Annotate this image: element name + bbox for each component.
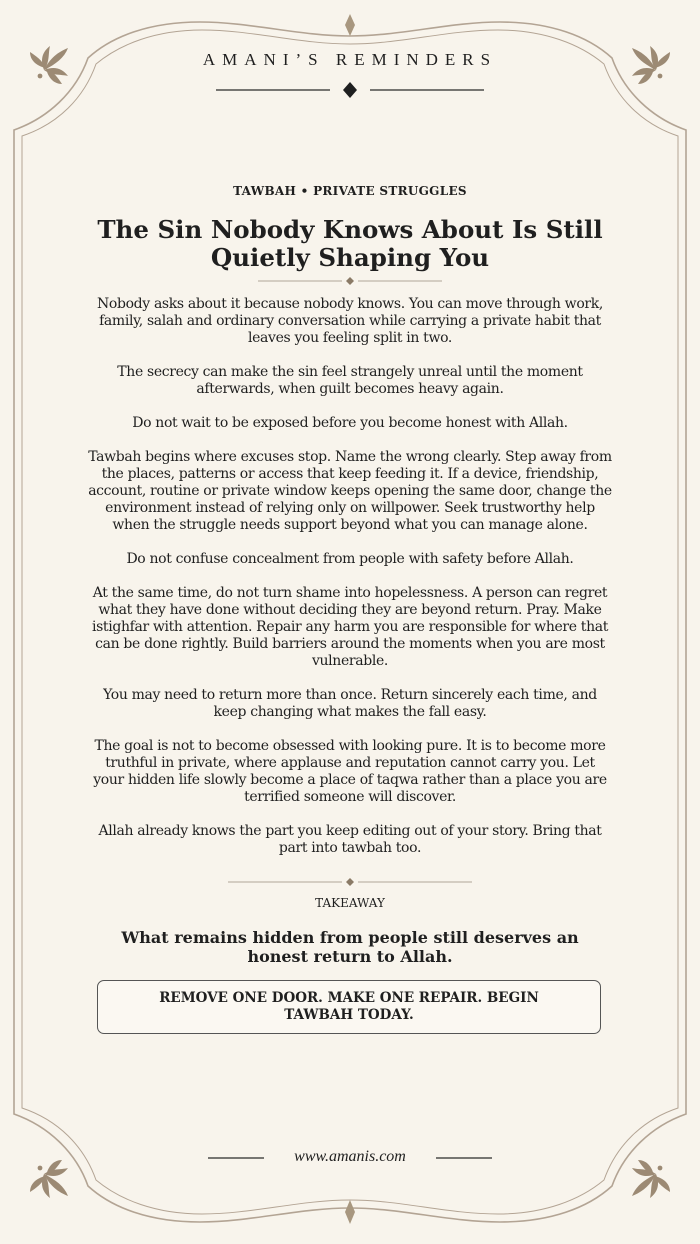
body-paragraph: Tawbah begins where excuses stop. Name the wrong clearly. Step away from the places, patterns or access that keep feeding it. If a device, friendship, account, routine or private window keeps opening the same door, change the environment instead of relying only on willpower. Seek trustworthy help when the struggle needs support beyond what you can manage alone. (88, 449, 612, 533)
takeaway-label: TAKEAWAY (315, 896, 385, 910)
article-title: The Sin Nobody Knows About Is Still Quietly Shaping You (97, 215, 603, 272)
diamond-ornament-icon (346, 277, 354, 285)
diamond-ornament-icon (345, 1200, 355, 1224)
cta-text: REMOVE ONE DOOR. MAKE ONE REPAIR. BEGIN TAWBAH TODAY. (159, 990, 539, 1023)
body-paragraph: The goal is not to become obsessed with looking pure. It is to become more truthful in private, where applause and reputation cannot carry you. Let your hidden life slowly become a place of taqwa rather than a place you are terrified someone will discover. (93, 738, 607, 805)
diamond-ornament-icon (345, 14, 355, 36)
takeaway-text: What remains hidden from people still deserves an honest return to Allah. (121, 928, 579, 966)
diamond-ornament-icon (346, 878, 354, 886)
article-kicker: TAWBAH • PRIVATE STRUGGLES (233, 184, 467, 198)
body-paragraph: Do not confuse concealment from people with safety before Allah. (126, 551, 574, 567)
takeaway-divider (228, 878, 472, 886)
body-paragraph: At the same time, do not turn shame into hopelessness. A person can regret what they have done without deciding they are beyond return. Pray. Make istighfar with attention. Repair any harm you are responsible for where that can be done rightly. Build barriers around the moments when you are most vulnerable. (91, 585, 609, 669)
header-divider (216, 82, 484, 98)
body-paragraph: Do not wait to be exposed before you become honest with Allah. (132, 415, 568, 431)
body-paragraph: You may need to return more than once. Return sincerely each time, and keep changing what makes the fall easy. (103, 687, 597, 720)
body-paragraph: Nobody asks about it because nobody knows. You can move through work, family, salah and ordinary conversation while carrying a private habit that leaves you feeling split in two. (97, 296, 603, 346)
title-divider (258, 277, 442, 285)
brand-title: AMANI’S REMINDERS (202, 50, 498, 69)
footer-url-link[interactable]: www.amanis.com (294, 1148, 406, 1165)
body-paragraph: The secrecy can make the sin feel strangely unreal until the moment afterwards, when guilt becomes heavy again. (117, 364, 583, 397)
body-paragraph: Allah already knows the part you keep editing out of your story. Bring that part into tawbah too. (98, 823, 602, 856)
diamond-ornament-icon (343, 82, 357, 98)
article-body (88, 296, 612, 874)
cta-box (97, 980, 601, 1034)
